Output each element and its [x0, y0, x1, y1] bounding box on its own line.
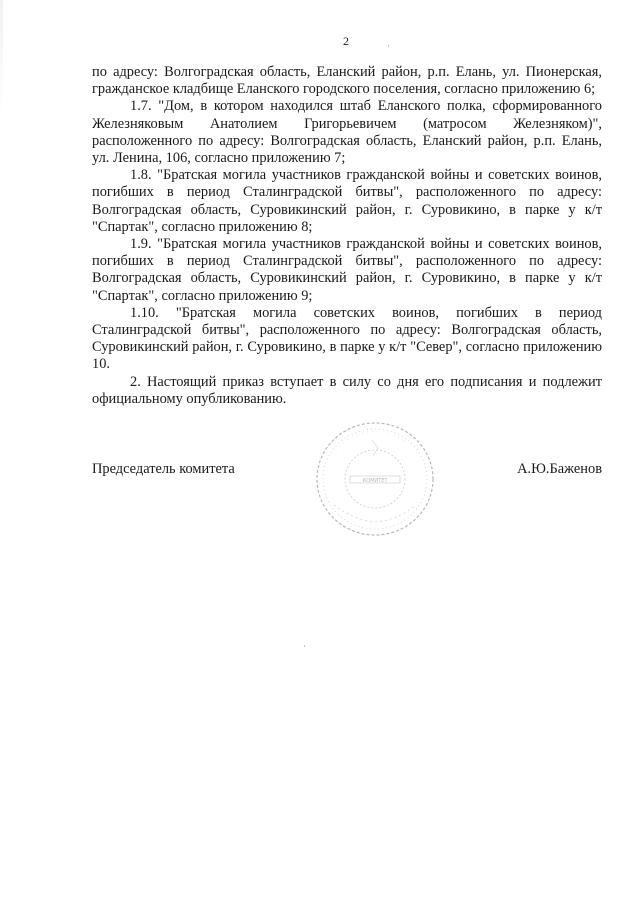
document-body	[92, 64, 602, 408]
paragraph-item-1-7: 1.7. "Дом, в котором находился штаб Еланского полка, сформированного Железняковым Анатолием Григорьевичем (матросом Железняком)", расположенного по адресу: Волгоградская область, Еланский район, р.п. Елань, ул. Ленина, 106, согласно приложению 7;	[92, 98, 602, 167]
signatory-name: А.Ю.Баженов	[517, 461, 602, 477]
official-seal-stamp	[314, 420, 436, 538]
scan-speck	[304, 645, 305, 647]
paragraph-item-2: 2. Настоящий приказ вступает в силу со дня его подписания и подлежит официальному опубликованию.	[92, 373, 602, 407]
scan-speck	[388, 45, 389, 47]
paragraph-address-continuation: по адресу: Волгоградская область, Еланский район, р.п. Елань, ул. Пионерская, гражданское кладбище Еланского городского поселения, согласно приложению 6;	[92, 64, 602, 98]
seal-center-text: КОМИТЕТ	[362, 478, 388, 484]
paragraph-item-1-10: 1.10. "Братская могила советских воинов, погибших в период Сталинградской битвы", расположенного по адресу: Волгоградская область, Суровикинский район, г. Суровикино, в парке у к/т "Север", согласно приложению 10.	[92, 304, 602, 373]
scan-margin-shadow	[0, 0, 3, 120]
paragraph-item-1-9: 1.9. "Братская могила участников гражданской войны и советских воинов, погибших в период Сталинградской битвы", расположенного по адресу: Волгоградская область, Суровикинский район, г. Суровикино, в парке у к/т "Спартак", согласно приложению 9;	[92, 236, 602, 304]
page-number: 2	[343, 34, 349, 48]
paragraph-item-1-8: 1.8. "Братская могила участников гражданской войны и советских воинов, погибших в период Сталинградской битвы", расположенного по адресу: Волгоградская область, Суровикинский район, г. Суровикино, в парке у к/т "Спартак", согласно приложению 8;	[92, 167, 602, 235]
svg-text:· · · · · · · · · · · · · · ·: · · · · · · · · · · · · · · ·	[333, 428, 407, 454]
signatory-position: Председатель комитета	[92, 461, 235, 477]
